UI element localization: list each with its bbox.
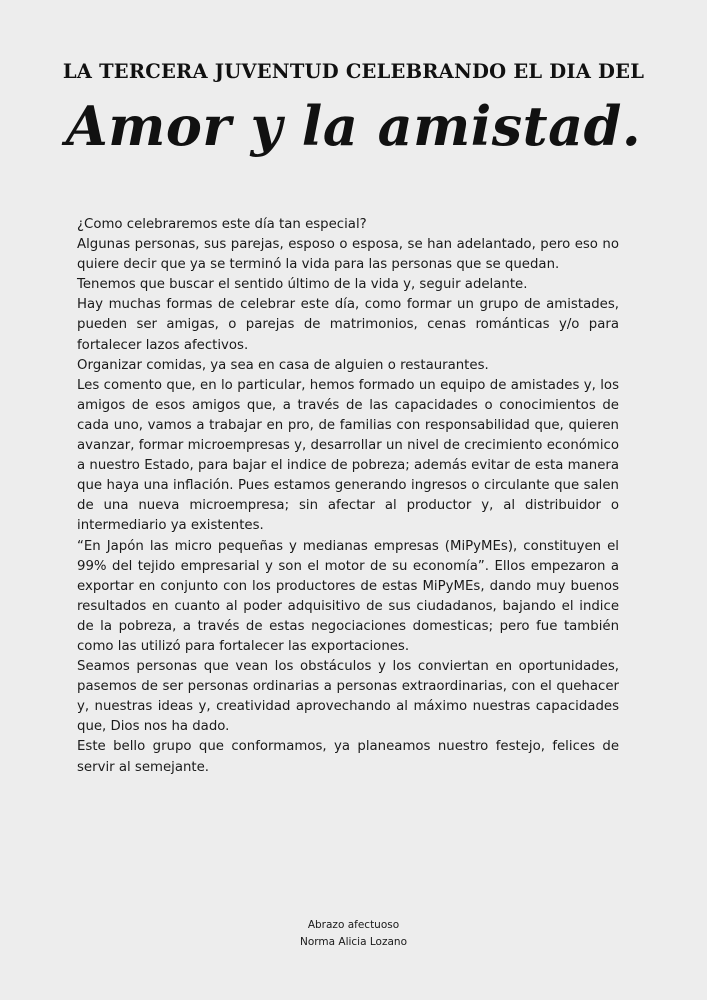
paragraph: Seamos personas que vean los obstáculos y los conviertan en oportunidades, pasemos de ser personas ordinarias a personas extraordinarias, con el quehacer y, nuestras ideas y, creatividad aprovechando al máximo nuestras capacidades que, Dios nos ha dado. bbox=[77, 659, 619, 735]
paragraph: Organizar comidas, ya sea en casa de alguien o restaurantes. bbox=[77, 357, 489, 373]
paragraph: Les comento que, en lo particular, hemos formado un equipo de amistades y, los amigos de esos amigos que, a través de las capacidades o conocimientos de cada uno, vamos a trabajar en pro, de familias con responsabilidad que, quieren avanzar, formar microempresas y, desarrollar un nivel de crecimiento económico a nuestro Estado, para bajar el indice de pobreza; además evitar de esta manera que haya una inflación. Pues estamos generando ingresos o circulante que salen de una nueva microempresa; sin afectar al productor y, al distribuidor o intermediario ya existentes. bbox=[77, 377, 619, 534]
letter-body bbox=[77, 215, 619, 778]
paragraph: Tenemos que buscar el sentido último de la vida y, seguir adelante. bbox=[77, 277, 528, 293]
headline: LA TERCERA JUVENTUD CELEBRANDO EL DIA DEL bbox=[62, 60, 645, 83]
paragraph: Hay muchas formas de celebrar este día, como formar un grupo de amistades, pueden ser amigas, o parejas de matrimonios, cenas románticas y/o para fortalecer lazos afectivos. bbox=[77, 297, 619, 353]
paragraph: ¿Como celebraremos este día tan especial? bbox=[77, 217, 367, 232]
paragraph: Este bello grupo que conformamos, ya planeamos nuestro festejo, felices de servir al semejante. bbox=[77, 739, 619, 775]
signature-block bbox=[0, 917, 707, 951]
paragraph: “En Japón las micro pequeñas y medianas empresas (MiPyMEs), constituyen el 99% del tejido empresarial y son el motor de su economía”. Ellos empezaron a exportar en conjunto con los productores de estas MiPyMEs, dando muy buenos resultados en cuanto al poder adquisitivo de sus ciudadanos, bajando el indice de la pobreza, a través de estas negociaciones domesticas; pero fue también como las utilizó para fortalecer las exportaciones. bbox=[77, 538, 619, 654]
author-name: Norma Alicia Lozano bbox=[299, 936, 407, 948]
script-title: Amor y la amistad. bbox=[65, 94, 642, 158]
closing-text: Abrazo afectuoso bbox=[307, 919, 400, 931]
paragraph: Algunas personas, sus parejas, esposo o esposa, se han adelantado, pero eso no quiere decir que ya se terminó la vida para las personas que se quedan. bbox=[77, 237, 619, 273]
